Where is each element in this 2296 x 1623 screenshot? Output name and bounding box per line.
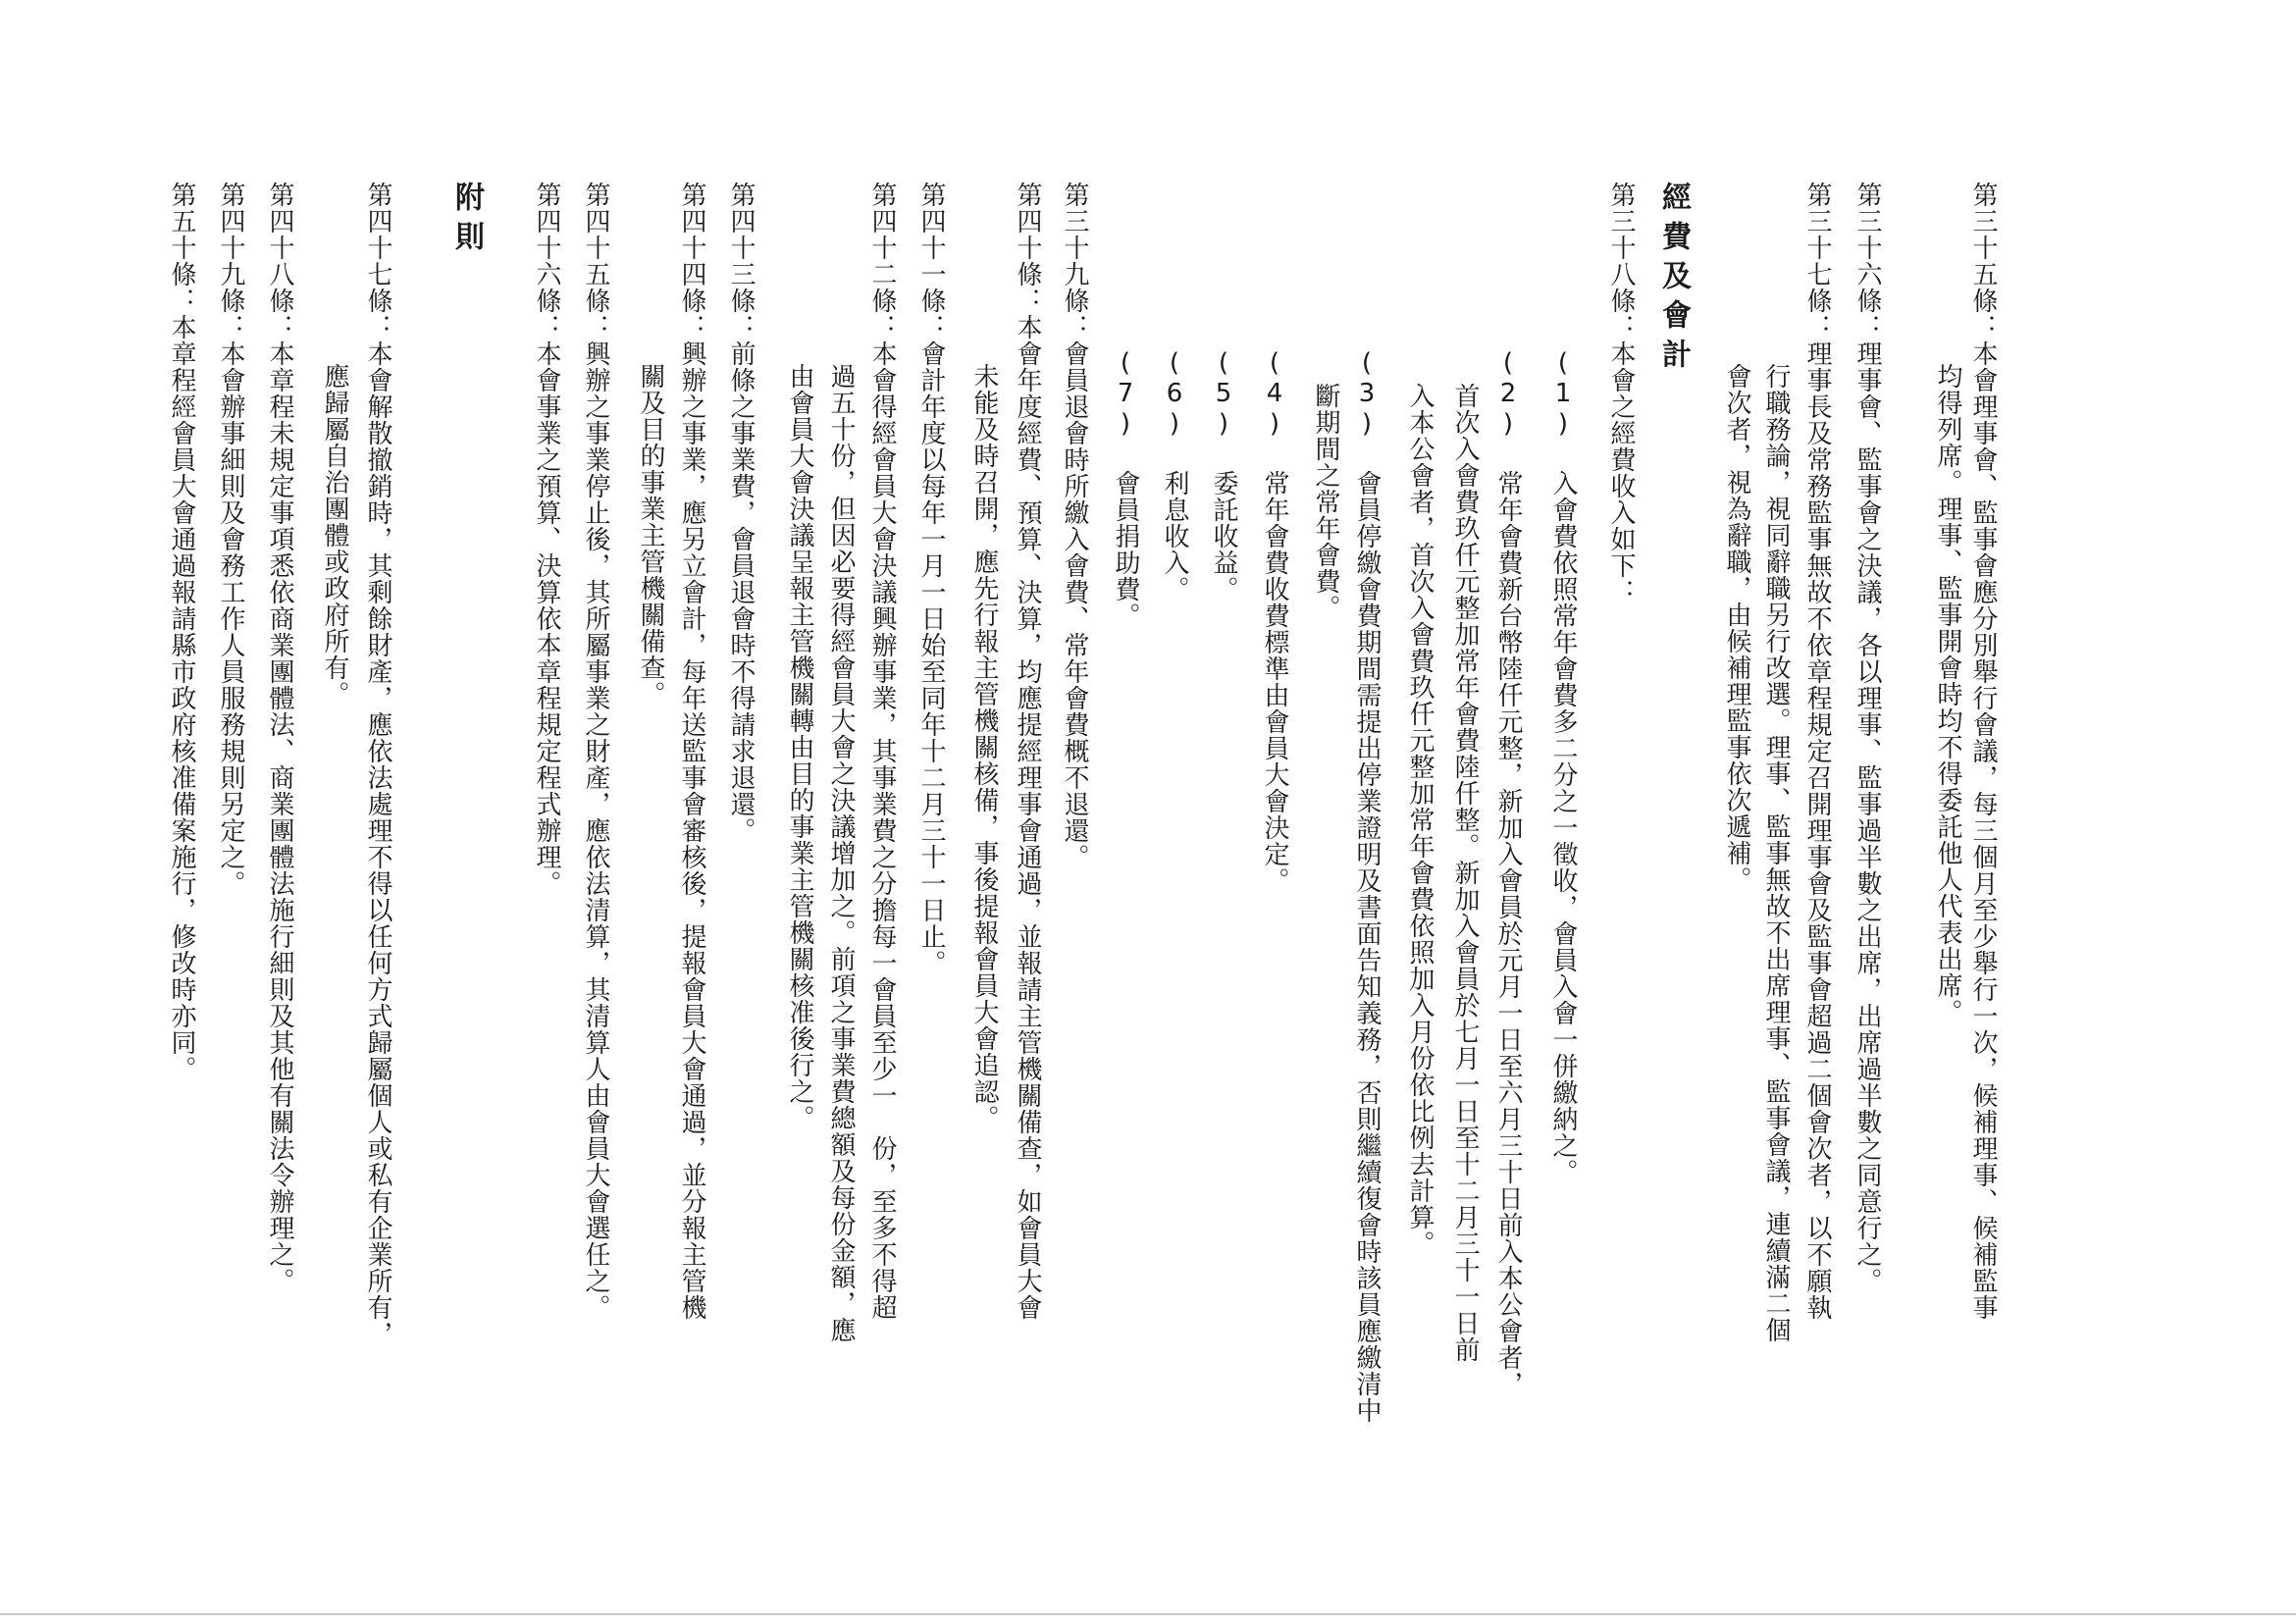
- article-37-line-2: 行職務論，視同辭職另行改選。理事、監事無故不出席理事、監事會議，連續滿二個: [1761, 363, 1791, 1343]
- article-40-line-1: 第四十條：本會年度經費、預算、決算，均應提經理事會通過，並報請主管機關備查，如會員大會: [1013, 182, 1042, 1321]
- article-47-line-1: 第四十七條：本會解散撤銷時，其剩餘財產，應依法處理不得以任何方式歸屬個人或私有企業所有，: [363, 182, 392, 1347]
- article-37-line-3: 會次者，視為辭職，由候補理監事依次遞補。: [1722, 363, 1751, 893]
- article-44-line-2: 關及目的事業主管機關備查。: [636, 363, 665, 707]
- article-38-item-3-line-2: 斷期間之常年會費。: [1311, 383, 1340, 621]
- article-41: 第四十一條：會計年度以每年一月一日始至同年十二月三十一日止。: [916, 182, 946, 976]
- article-38-item-5: (5) 委託收益。: [1209, 348, 1238, 602]
- article-48: 第四十八條：本章程未規定事項悉依商業團體法、商業團體法施行細則及其他有關法令辦理之。: [265, 182, 294, 1294]
- article-47-line-2: 應歸屬自治團體或政府所有。: [320, 363, 349, 707]
- article-38-item-2-line-3: 入本公會者，首次入會費玖仟元整加常年會費依照加入月份依比例去計算。: [1405, 383, 1435, 1257]
- article-38-item-4: (4) 常年會費收費標準由會員大會決定。: [1260, 348, 1289, 894]
- article-46: 第四十六條：本會事業之預算、決算依本章程規定程式辦理。: [532, 182, 561, 897]
- article-39: 第三十九條：會員退會時所繳入會費、常年會費概不退還。: [1060, 182, 1089, 870]
- article-38-item-7: (7) 會員捐助費。: [1111, 348, 1140, 629]
- article-49: 第四十九條：本會辦事細則及會務工作人員服務規則另定之。: [216, 182, 245, 897]
- article-43: 第四十三條：前條之事業費，會員退會時不得請求退還。: [726, 182, 756, 844]
- article-35-line-1: 第三十五條：本會理事會、監事會應分別舉行會議，每三個月至少舉行一次，候補理事、候補監事: [1968, 182, 1998, 1321]
- article-44-line-1: 第四十四條：興辦之事業，應另立會計，每年送監事會審核後，提報會員大會通過，並分報主管機: [677, 182, 706, 1321]
- scan-bottom-edge: [0, 1613, 2296, 1615]
- article-38: 第三十八條：本會之經費收入如下：: [1606, 182, 1636, 605]
- article-35-line-2: 均得列席。理事、監事開會時均不得委託他人代表出席。: [1933, 363, 1962, 1025]
- section-heading-finance: 經費及會計: [1656, 182, 1691, 378]
- article-38-item-3-line-1: (3) 會員停繳會費期間需提出停業證明及書面告知義務，否則繼續復會時該員應繳清中: [1352, 348, 1382, 1424]
- article-38-item-6: (6) 利息收入。: [1160, 348, 1189, 602]
- article-45: 第四十五條：興辦之事業停止後，其所屬事業之財產，應依法清算，其清算人由會員大會選任之。: [581, 182, 610, 1321]
- article-38-item-1: (1) 入會費依照常年會費多二分之一徵收，會員入會一併繳納之。: [1548, 348, 1578, 1185]
- article-38-item-2-line-2: 首次入會費玖仟元整加常年會費陸仟整。新加入會員於七月一日至十二月三十一日前: [1450, 383, 1480, 1363]
- article-42-line-2: 過五十份，但因必要得經會員大會之決議增加之。前項之事業費總額及每份金額，應: [826, 363, 856, 1343]
- article-37-line-1: 第三十七條：理事長及常務監事無故不依章程規定召開理事會及監事會超過二個會次者，以不願執: [1802, 182, 1832, 1321]
- article-42-line-3: 由會員大會決議呈報主管機關轉由目的事業主管機關核准後行之。: [785, 363, 814, 1131]
- article-38-item-2-line-1: (2) 常年會費新台幣陸仟元整，新加入會員於元月一日至六月三十日前入本公會者，: [1493, 348, 1523, 1397]
- article-36: 第三十六條：理事會、監事會之決議，各以理事、監事過半數之出席，出席過半數之同意行之。: [1852, 182, 1882, 1294]
- article-50: 第五十條：本章程經會員大會通過報請縣市政府核准備案施行，修改時亦同。: [167, 182, 196, 1082]
- section-heading-appendix: 附則: [449, 182, 484, 260]
- article-42-line-1: 第四十二條：本會得經會員大會決議興辦事業，其事業費之分擔每一會員至少一 份，至多不得超: [867, 182, 897, 1321]
- article-40-line-2: 未能及時召開，應先行報主管機關核備，事後提報會員大會追認。: [969, 363, 999, 1131]
